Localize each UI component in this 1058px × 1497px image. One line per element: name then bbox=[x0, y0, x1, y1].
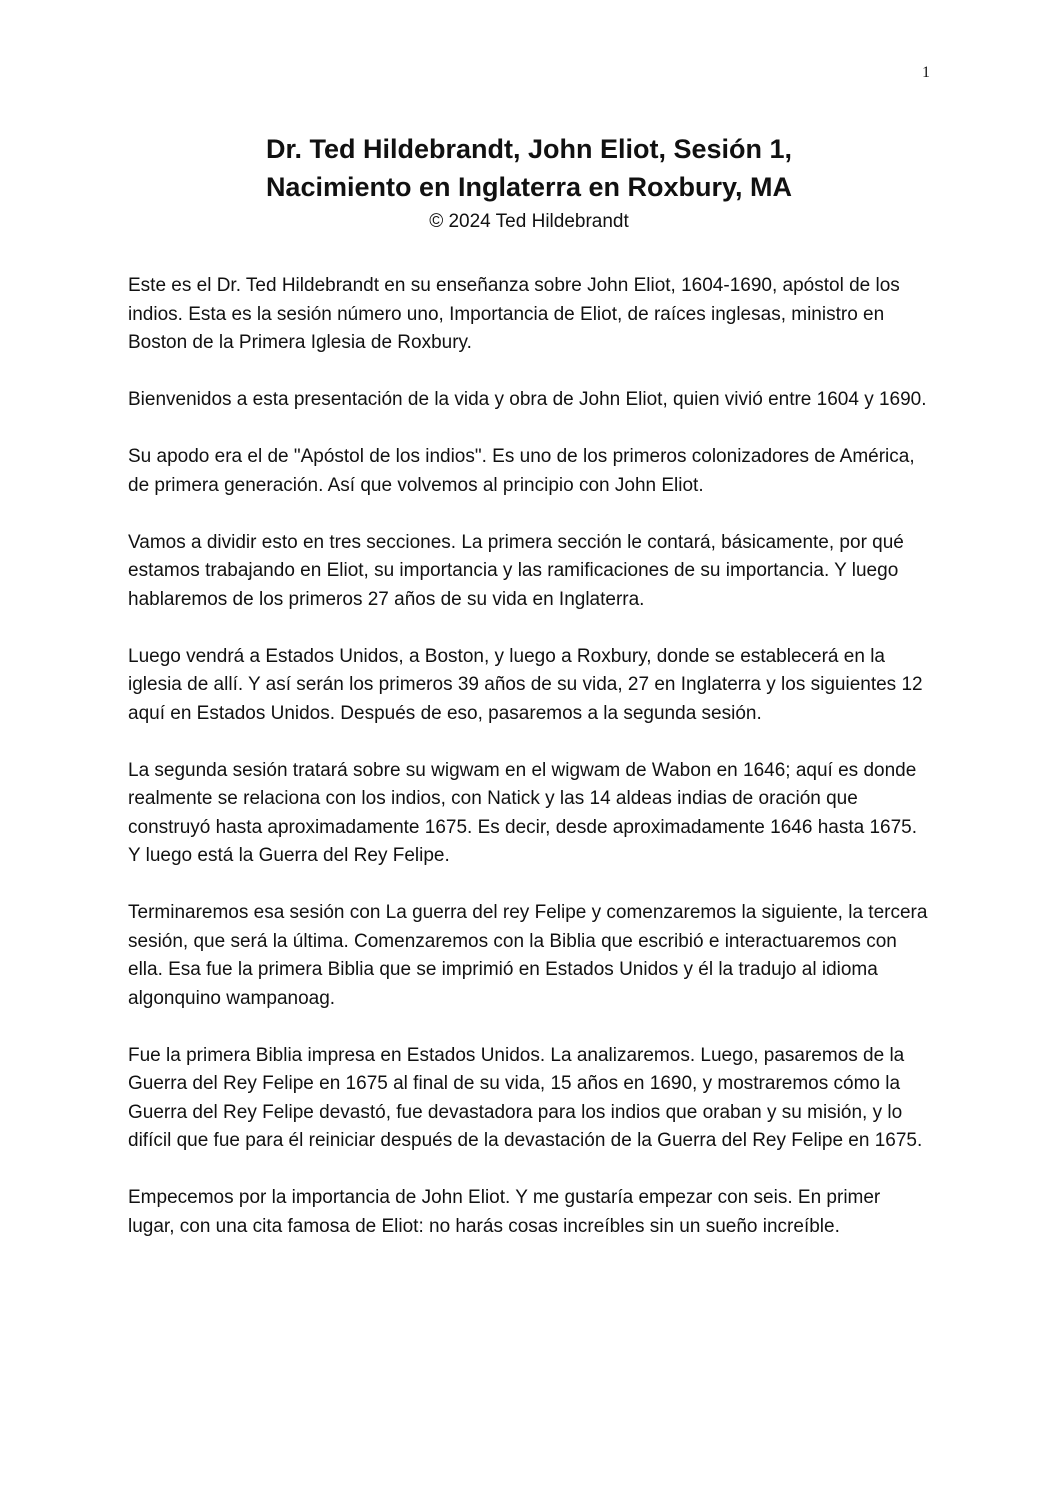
paragraph: Bienvenidos a esta presentación de la vida y obra de John Eliot, quien vivió entre 1604 y 1690. bbox=[128, 389, 927, 410]
document-title-line-2: Nacimiento en Inglaterra en Roxbury, MA bbox=[265, 172, 793, 202]
copyright-notice: © 2024 Ted Hildebrandt bbox=[429, 211, 629, 232]
paragraph: La segunda sesión tratará sobre su wigwam en el wigwam de Wabon en 1646; aquí es donde realmente se relaciona con los indios, con Natick y las 14 aldeas indias de oración que construyó hasta aproximadamente 1675. Es decir, desde aproximadamente 1646 hasta 1675. Y luego está la Guerra del Rey Felipe. bbox=[128, 759, 918, 866]
paragraph: Terminaremos esa sesión con La guerra del rey Felipe y comenzaremos la siguiente, la tercera sesión, que será la última. Comenzaremos con la Biblia que escribió e interactuaremos con ella. Esa fue la primera Biblia que se imprimió en Estados Unidos y él la tradujo al idioma algonquino wampanoag. bbox=[128, 902, 928, 1009]
paragraph: Fue la primera Biblia impresa en Estados Unidos. La analizaremos. Luego, pasaremos de la Guerra del Rey Felipe en 1675 al final de su vida, 15 años en 1690, y mostraremos cómo la Guerra del Rey Felipe devastó, fue devastadora para los indios que oraban y su misión, y lo difícil que fue para él reiniciar después de la devastación de la Guerra del Rey Felipe en 1675. bbox=[128, 1044, 923, 1151]
paragraph: Luego vendrá a Estados Unidos, a Boston, y luego a Roxbury, donde se establecerá en la iglesia de allí. Y así serán los primeros 39 años de su vida, 27 en Inglaterra y los siguientes 12 aquí en Estados Unidos. Después de eso, pasaremos a la segunda sesión. bbox=[128, 645, 923, 724]
paragraph: Este es el Dr. Ted Hildebrandt en su enseñanza sobre John Eliot, 1604-1690, apóstol de los indios. Esta es la sesión número uno, Importancia de Eliot, de raíces inglesas, ministro en Boston de la Primera Iglesia de Roxbury. bbox=[128, 275, 900, 353]
page-number: 1 bbox=[922, 64, 930, 81]
paragraph: Empecemos por la importancia de John Eliot. Y me gustaría empezar con seis. En primer lugar, con una cita famosa de Eliot: no harás cosas increíbles sin un sueño increíble. bbox=[128, 1187, 881, 1237]
document-title-line-1: Dr. Ted Hildebrandt, John Eliot, Sesión 1, bbox=[265, 134, 793, 164]
title-block bbox=[128, 130, 930, 236]
paragraph: Vamos a dividir esto en tres secciones. La primera sección le contará, básicamente, por qué estamos trabajando en Eliot, su importancia y las ramificaciones de su importancia. Y luego hablaremos de los primeros 27 años de su vida en Inglaterra. bbox=[128, 531, 904, 610]
document-body bbox=[128, 272, 930, 1270]
paragraph: Su apodo era el de "Apóstol de los indios". Es uno de los primeros colonizadores de América, de primera generación. Así que volvemos al principio con John Eliot. bbox=[128, 446, 915, 496]
